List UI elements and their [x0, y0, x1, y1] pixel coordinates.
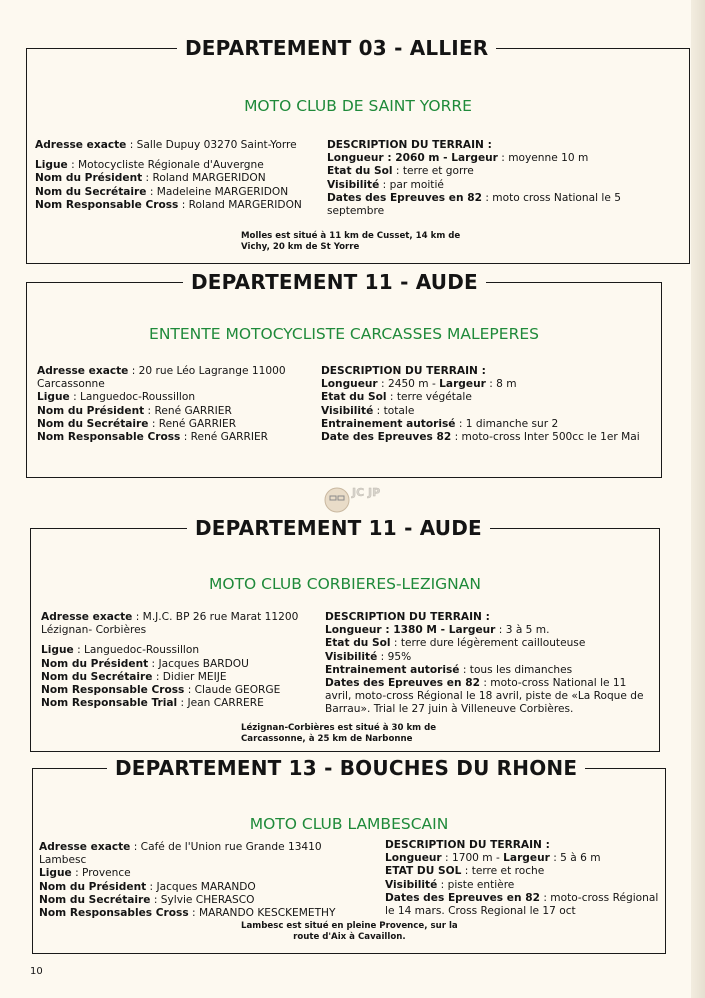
training-line: Entrainement autorisé : tous les dimanches — [325, 663, 573, 676]
events-line: Dates des Epreuves en 82 : moto-cross National le 11 avril, moto-cross Régional le 18 avril, piste de «La Roque de Barrau». Trial le 27 juin à Villeneuve Corbières. — [325, 677, 644, 716]
cross-manager-line: Nom Responsable Cross : Claude GEORGE — [41, 684, 281, 697]
department-title: DEPARTEMENT 11 - AUDE — [187, 515, 490, 541]
visibility-line: Visibilité : par moitié — [327, 178, 444, 191]
terrain-heading: DESCRIPTION DU TERRAIN : — [327, 139, 492, 151]
visibility-line: Visibilité : piste entière — [385, 878, 515, 891]
cross-manager-line: Nom Responsables Cross : MARANDO KESCKEMETHY — [39, 907, 336, 920]
league-line: Ligue : Provence — [39, 867, 131, 880]
location-note: Molles est situé à 11 km de Cusset, 14 km de Vichy, 20 km de St Yorre — [241, 231, 461, 252]
events-line: Dates des Epreuves en 82 : moto-cross Régional le 14 mars. Cross Regional le 17 oct — [385, 891, 659, 918]
secretary-line: Nom du Secrétaire : Sylvie CHERASCO — [39, 893, 255, 906]
league-line: Ligue : Motocycliste Régionale d'Auvergne — [35, 159, 264, 172]
secretary-line: Nom du Secrétaire : Didier MEIJE — [41, 670, 227, 683]
length-line: Longueur : 2450 m - Largeur : 8 m — [321, 378, 517, 391]
section-bouches-du-rhone — [32, 756, 666, 954]
training-line: Entrainement autorisé : 1 dimanche sur 2 — [321, 417, 559, 430]
events-line: Date des Epreuves 82 : moto-cross Inter 500cc le 1er Mai — [321, 431, 640, 444]
visibility-line: Visibilité : 95% — [325, 650, 412, 663]
length-line: Longueur : 2060 m - Largeur : moyenne 10 m — [327, 152, 589, 165]
events-line: Dates des Epreuves en 82 : moto cross National le 5 septembre — [327, 191, 621, 218]
terrain-column — [327, 139, 667, 218]
club-info-column — [41, 611, 321, 710]
location-note: Lézignan-Corbières est situé à 30 km de Carcassonne, à 25 km de Narbonne — [241, 723, 437, 744]
length-line: Longueur : 1700 m - Largeur : 5 à 6 m — [385, 852, 601, 865]
terrain-column — [325, 611, 657, 717]
department-title: DEPARTEMENT 13 - BOUCHES DU RHONE — [107, 755, 585, 781]
secretary-line: Nom du Secrétaire : René GARRIER — [37, 417, 237, 430]
club-info-column — [35, 139, 325, 212]
club-info-column — [39, 841, 369, 920]
trial-manager-line: Nom Responsable Trial : Jean CARRERE — [41, 697, 264, 710]
visibility-line: Visibilité : totale — [321, 404, 415, 417]
address-line: Adresse exacte : Salle Dupuy 03270 Saint-Yorre — [35, 139, 297, 151]
president-line: Nom du Président : Jacques MARANDO — [39, 880, 256, 893]
department-title: DEPARTEMENT 03 - ALLIER — [177, 35, 496, 61]
terrain-heading: DESCRIPTION DU TERRAIN : — [325, 611, 490, 623]
secretary-line: Nom du Secrétaire : Madeleine MARGERIDON — [35, 185, 289, 198]
club-name: MOTO CLUB CORBIERES-LEZIGNAN — [209, 575, 481, 593]
address-line: Adresse exacte : 20 rue Léo Lagrange 11000 Carcassonne — [37, 365, 286, 391]
length-line: Longueur : 1380 M - Largeur : 3 à 5 m. — [325, 624, 550, 637]
soil-line: Etat du Sol : terre dure légèrement caillouteuse — [325, 637, 586, 650]
soil-line: ETAT DU SOL : terre et roche — [385, 865, 545, 878]
president-line: Nom du Président : Roland MARGERIDON — [35, 172, 266, 185]
president-line: Nom du Président : René GARRIER — [37, 404, 232, 417]
section-aude-corbieres — [30, 516, 660, 752]
terrain-column — [321, 365, 657, 444]
club-name: ENTENTE MOTOCYCLISTE CARCASSES MALEPERES — [149, 325, 539, 343]
address-line: Adresse exacte : M.J.C. BP 26 rue Marat 11200 Lézignan- Corbières — [41, 611, 299, 637]
svg-text:JC JP: JC JP — [352, 486, 381, 499]
address-line: Adresse exacte : Café de l'Union rue Grande 13410 Lambesc — [39, 841, 322, 867]
location-note: Lambesc est situé en pleine Provence, sur la route d'Aix à Cavaillon. — [241, 921, 458, 942]
president-line: Nom du Président : Jacques BARDOU — [41, 657, 249, 670]
cross-manager-line: Nom Responsable Cross : Roland MARGERIDON — [35, 198, 302, 211]
club-name: MOTO CLUB DE SAINT YORRE — [244, 97, 472, 115]
terrain-column — [385, 839, 663, 918]
section-aude-carcasses — [26, 270, 662, 478]
club-info-column — [37, 365, 307, 444]
league-line: Ligue : Languedoc-Roussillon — [41, 644, 200, 657]
page-edge — [691, 0, 705, 998]
terrain-heading: DESCRIPTION DU TERRAIN : — [321, 365, 486, 377]
club-name: MOTO CLUB LAMBESCAIN — [249, 815, 449, 833]
terrain-heading: DESCRIPTION DU TERRAIN : — [385, 839, 550, 851]
page-number: 10 — [30, 966, 43, 977]
department-title: DEPARTEMENT 11 - AUDE — [183, 269, 486, 295]
section-allier — [26, 36, 690, 264]
soil-line: Etat du Sol : terre et gorre — [327, 165, 474, 178]
cross-manager-line: Nom Responsable Cross : René GARRIER — [37, 431, 269, 444]
soil-line: Etat du Sol : terre végétale — [321, 391, 472, 404]
league-line: Ligue : Languedoc-Roussillon — [37, 391, 196, 404]
